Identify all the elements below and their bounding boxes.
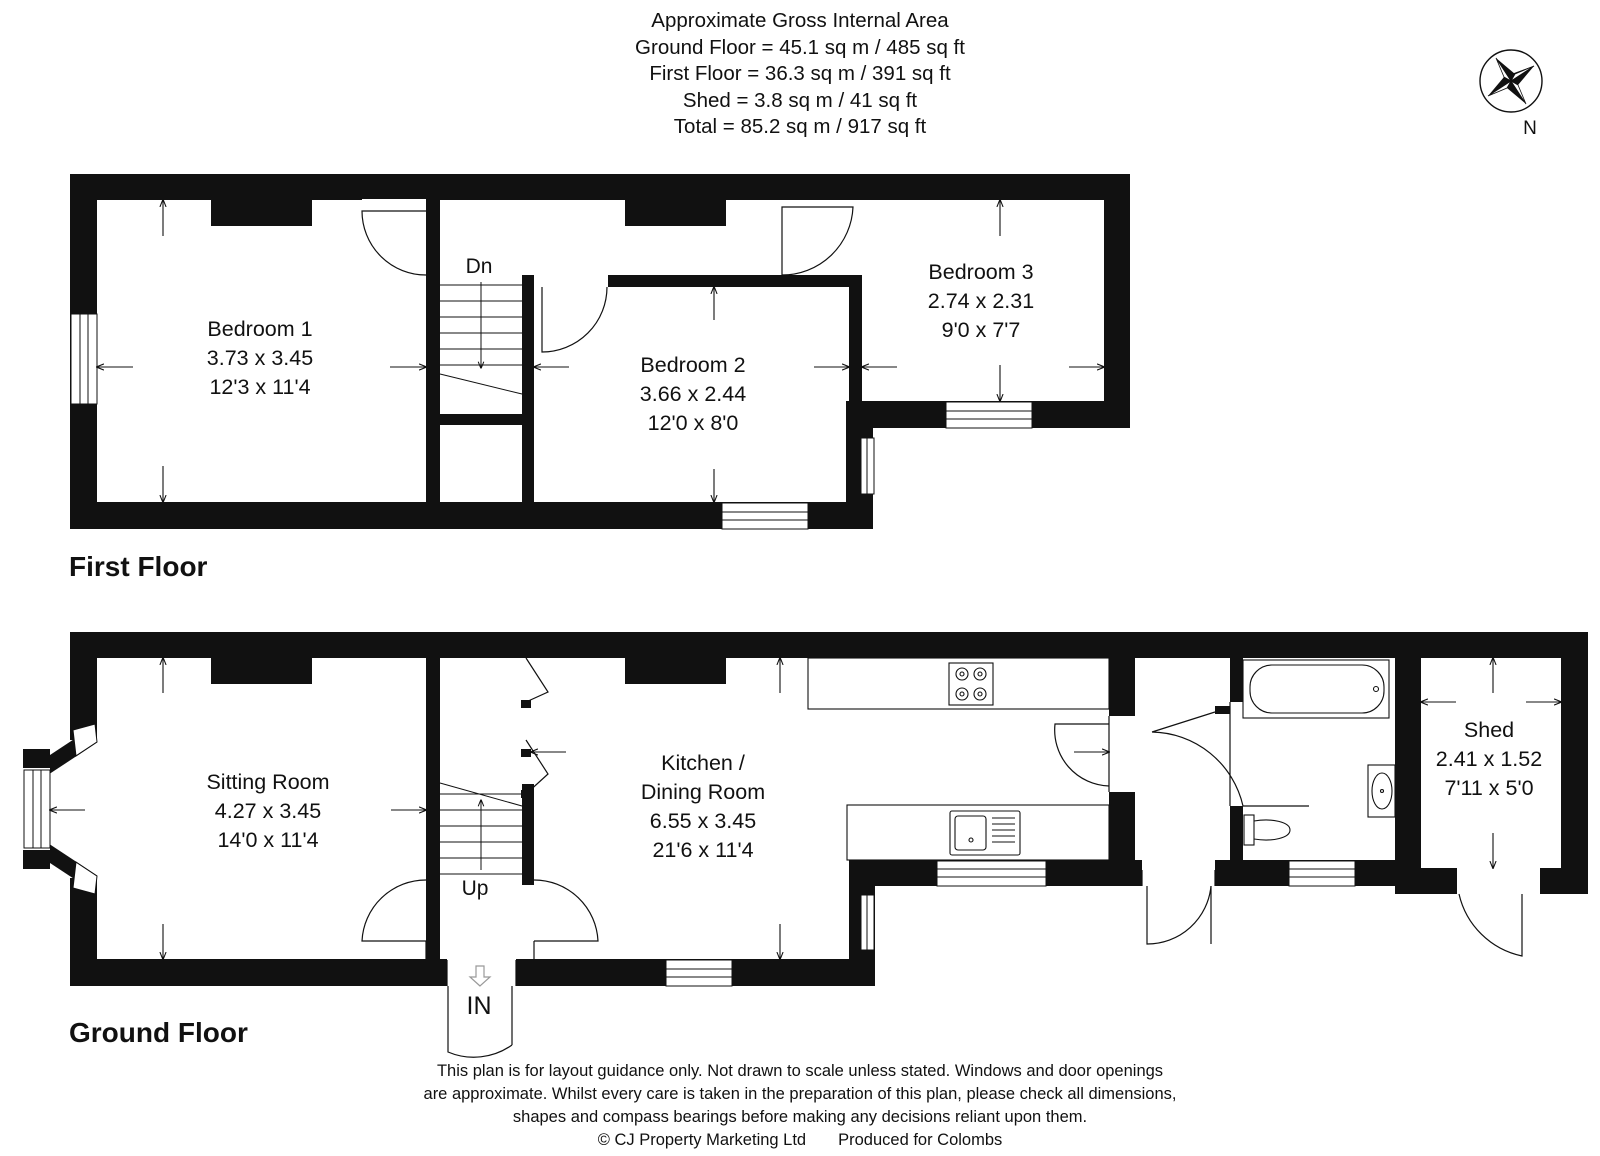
chimney-breast-bedroom1 xyxy=(211,200,312,226)
window-kitchen-side xyxy=(861,895,874,950)
room-imperial: 12'0 x 8'0 xyxy=(647,411,739,435)
stairs-label-dn: Dn xyxy=(465,255,493,278)
disclaimer-line-2: are approximate. Whilst every care is taken in the preparation of this plan, please check all dimensions, xyxy=(423,1085,1177,1103)
room-name: Kitchen / xyxy=(661,751,745,775)
room-label-bedroom3 xyxy=(928,260,1034,342)
door-bedroom2 xyxy=(534,276,608,352)
first-floor-title: First Floor xyxy=(69,551,208,582)
ground-floor-title: Ground Floor xyxy=(69,1017,248,1048)
wall-bathroom-left xyxy=(1230,658,1243,702)
credits-line xyxy=(300,1129,1300,1152)
door-shed xyxy=(1459,894,1522,956)
wall-bedroom2-right xyxy=(849,275,862,433)
window-kitchen-front xyxy=(666,960,732,986)
basin-icon xyxy=(1368,765,1395,817)
area-title: Approximate Gross Internal Area xyxy=(651,9,949,32)
wall-stair-right-ground xyxy=(522,784,534,885)
wall-bedroom2-top xyxy=(608,275,860,287)
wall-shed-left xyxy=(1395,658,1421,886)
entrance-arrow-icon xyxy=(470,966,490,986)
room-imperial: 9'0 x 7'7 xyxy=(941,318,1021,342)
total-area: Total = 85.2 sq m / 917 sq ft xyxy=(673,115,927,138)
kitchen-worktop-upper xyxy=(808,658,1109,709)
window-kitchen-rear xyxy=(937,861,1046,886)
wall-ground-left-upper xyxy=(70,632,97,740)
door-bedroom3 xyxy=(782,200,853,275)
room-imperial: 21'6 x 11'4 xyxy=(652,838,754,862)
chimney-breast-sitting-room xyxy=(211,658,312,684)
wall-shed-bottom-left xyxy=(1395,868,1457,894)
disclaimer-line-3: shapes and compass bearings before making any decisions reliant upon them. xyxy=(512,1108,1088,1126)
room-label-sitting-room xyxy=(206,770,329,852)
disclaimer-footer xyxy=(300,1060,1300,1152)
wall-sitting-partition xyxy=(426,658,440,959)
wall-shed-bottom-right xyxy=(1540,868,1588,894)
room-metric: 2.74 x 2.31 xyxy=(927,289,1035,313)
room-name: Bedroom 3 xyxy=(928,260,1034,284)
chimney-breast-kitchen xyxy=(625,658,726,684)
disclaimer-line-1: This plan is for layout guidance only. Not drawn to scale unless stated. Windows and door openings xyxy=(436,1062,1164,1080)
room-imperial: 12'3 x 11'4 xyxy=(209,375,311,399)
first-floor-plan xyxy=(70,174,1130,529)
wall-landing-stub xyxy=(440,414,522,425)
room-name: Sitting Room xyxy=(206,770,330,794)
bay-window-sitting-room xyxy=(23,724,97,894)
room-metric: 3.66 x 2.44 xyxy=(639,382,747,406)
room-imperial: 14'0 x 11'4 xyxy=(217,828,319,852)
shed-area: Shed = 3.8 sq m / 41 sq ft xyxy=(682,88,918,112)
bath-icon xyxy=(1243,660,1389,718)
wall-shed-right xyxy=(1561,632,1588,894)
window-bedroom3 xyxy=(946,402,1032,428)
copyright-text: © CJ Property Marketing Ltd xyxy=(597,1131,807,1149)
room-metric: 3.73 x 3.45 xyxy=(206,346,314,370)
wall-kitchen-utility xyxy=(1109,658,1135,716)
room-label-kitchen-dining xyxy=(641,751,765,862)
wall-stair-right xyxy=(522,275,534,502)
compass-rose-icon xyxy=(1480,50,1542,112)
produced-for-text: Produced for Colombs xyxy=(838,1131,1003,1149)
window-bedroom2-rear xyxy=(722,503,808,529)
room-metric: 4.27 x 3.45 xyxy=(214,799,322,823)
entrance-label: IN xyxy=(466,992,492,1020)
window-bedroom2-side xyxy=(861,438,874,494)
wall-bedroom1-partition xyxy=(426,200,440,502)
room-metric: 2.41 x 1.52 xyxy=(1435,747,1543,771)
room-label-bedroom1 xyxy=(207,317,313,399)
wall-kitchen-utility-lower xyxy=(1109,792,1135,860)
room-label-bedroom2 xyxy=(640,353,746,435)
stairs-label-up: Up xyxy=(461,877,489,900)
wall-ground-top xyxy=(70,632,1588,658)
ground-floor-area: Ground Floor = 45.1 sq m / 485 sq ft xyxy=(635,35,965,59)
room-name: Bedroom 2 xyxy=(640,353,746,377)
door-utility xyxy=(1055,716,1109,792)
toilet-icon xyxy=(1244,815,1290,845)
door-bedroom1 xyxy=(362,199,426,275)
ground-floor-plan xyxy=(23,632,1588,1057)
kitchen-worktop-lower xyxy=(847,805,1109,860)
first-floor-area: First Floor = 36.3 sq m / 391 sq ft xyxy=(649,62,951,85)
room-name: Shed xyxy=(1463,718,1515,742)
room-name-line2: Dining Room xyxy=(640,780,766,804)
chimney-breast-landing xyxy=(625,200,726,226)
compass-north-label: N xyxy=(1523,118,1537,139)
room-label-shed xyxy=(1436,718,1542,800)
window-bathroom xyxy=(1289,861,1355,886)
wall-ground-bottom-left xyxy=(70,959,447,986)
wall-bathroom-stub xyxy=(1215,706,1230,714)
room-imperial: 7'11 x 5'0 xyxy=(1444,776,1534,800)
room-metric: 6.55 x 3.45 xyxy=(649,809,757,833)
door-rear xyxy=(1142,862,1215,944)
window-bedroom1 xyxy=(71,314,97,404)
room-name: Bedroom 1 xyxy=(207,317,313,341)
stairs-first-floor xyxy=(440,282,522,394)
